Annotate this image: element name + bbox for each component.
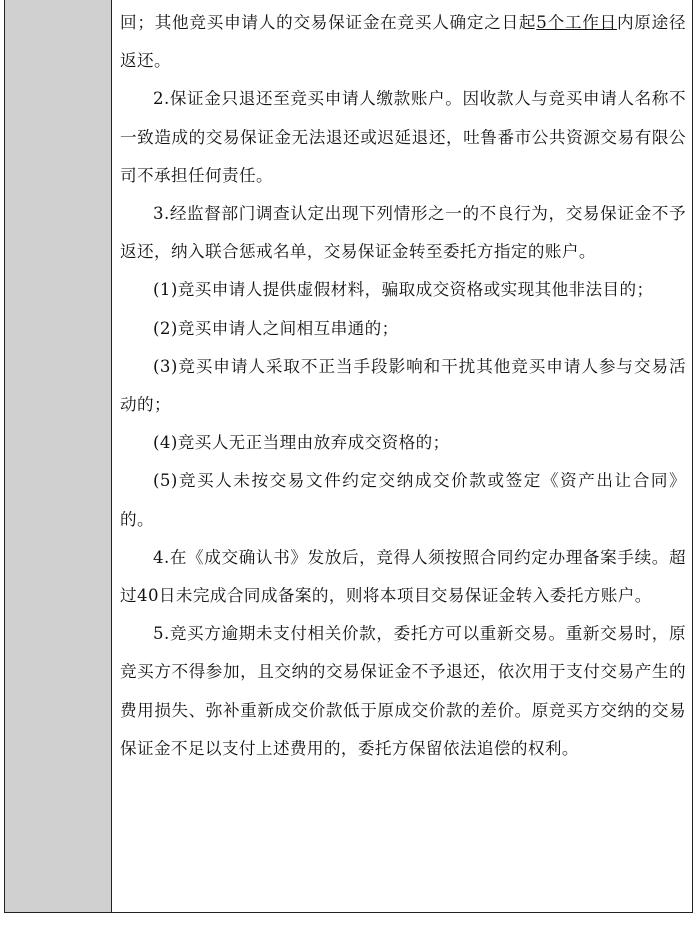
- document-table: [4, 0, 693, 913]
- paragraph-item-5: 5.竞买方逾期未支付相关价款，委托方可以重新交易。重新交易时，原竞买方不得参加，且交纳的交易保证金不予退还，依次用于支付交易产生的费用损失、弥补重新成交价款低于原成交价款的差价。原竞买方交纳的交易保证金不足以支付上述费用的，委托方保留依法追偿的权利。: [120, 624, 686, 758]
- paragraph-continuation: 回；其他竞买申请人的交易保证金在竞买人确定之日起5个工作日内原途径返还。: [120, 13, 686, 71]
- paragraph-subitem-3: (3)竞买申请人采取不正当手段影响和干扰其他竞买申请人参与交易活动的；: [120, 356, 686, 415]
- paragraph-subitem-4: (4)竞买人无正当理由放弃成交资格的；: [153, 433, 450, 453]
- paragraph-subitem-2: (2)竞买申请人之间相互串通的；: [153, 318, 399, 338]
- table-content-cell: [114, 0, 690, 912]
- paragraph-subitem-1: (1)竞买申请人提供虚假材料，骗取成交资格或实现其他非法目的；: [153, 280, 654, 300]
- paragraph-item-4: 4.在《成交确认书》发放后，竞得人须按照合同约定办理备案手续。超过40日未完成合同成备案的，则将本项目交易保证金转入委托方账户。: [120, 547, 686, 606]
- paragraph-item-3: 3.经监督部门调查认定出现下列情形之一的不良行为，交易保证金不予返还，纳入联合惩戒名单，交易保证金转至委托方指定的账户。: [120, 204, 686, 262]
- paragraph-item-2: 2.保证金只退还至竞买申请人缴款账户。因收款人与竞买申请人名称不一致造成的交易保证金无法退还或迟延退还，吐鲁番市公共资源交易有限公司不承担任何责任。: [120, 89, 686, 185]
- table-label-cell: [5, 0, 112, 912]
- underlined-deadline: 5个工作日: [536, 13, 617, 32]
- paragraph-subitem-5: (5)竞买人未按交易文件约定交纳成交价款或签定《资产出让合同》的。: [120, 471, 686, 529]
